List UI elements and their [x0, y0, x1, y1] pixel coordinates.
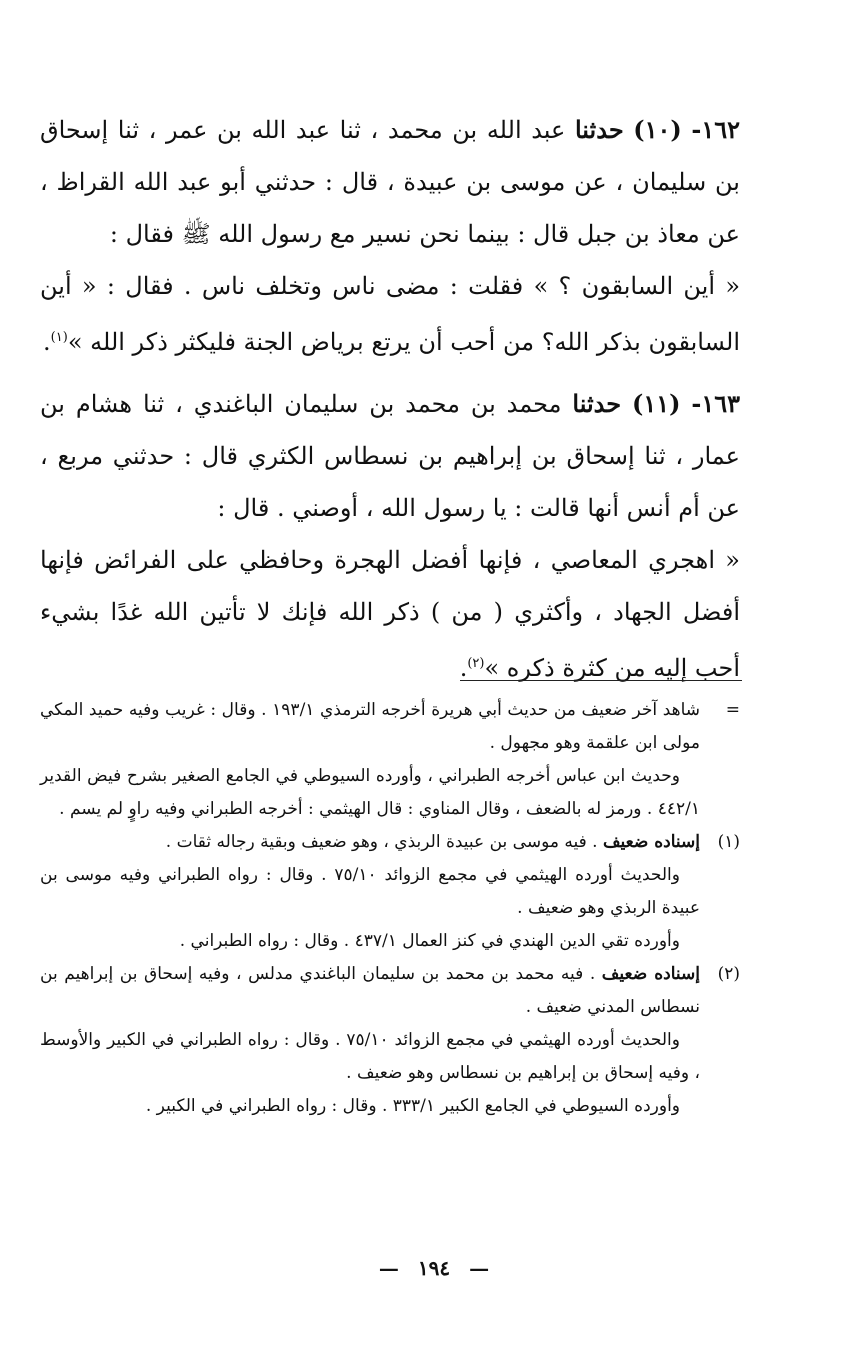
hadith-isnad: عبد الله بن محمد ، ثنا عبد الله بن عمر ، ثنا إسحاق بن سليمان ، عن موسى بن عبيدة ، قال : حدثني أبو عبد الله القراظ ، عن معاذ بن جبل قال : بينما نحن نسير مع رسول الله ﷺ فقال : — [40, 116, 740, 248]
hadith-isnad: محمد بن محمد بن سليمان الباغندي ، ثنا هشام بن عمار ، ثنا إسحاق بن إبراهيم بن نسطاس الكثري قال : حدثني مربع ، عن أم أنس أنها قالت : يا رسول الله ، أوصني . قال : — [40, 390, 740, 522]
hadith-number: ١٦٢- — [691, 115, 741, 144]
hadith-index: (١١) — [631, 389, 681, 418]
footnote-text: . فيه محمد بن محمد بن سليمان الباغندي مدلس ، وفيه إسحاق بن إبراهيم بن نسطاس المدني ضعيف . — [40, 964, 700, 1017]
footnote-line: وأورده السيوطي في الجامع الكبير ٣٣٣/١ . وقال : رواه الطبراني في الكبير . — [145, 1096, 680, 1116]
footnote-text: . فيه موسى بن عبيدة الربذي ، وهو ضعيف وبقية رجاله ثقات . — [165, 832, 598, 852]
hadith-lead: حدثنا — [572, 389, 622, 418]
hadith-number: ١٦٣- — [691, 389, 740, 418]
footnotes — [40, 694, 740, 1123]
footnote-first-line — [40, 958, 700, 1024]
footnote-line: وحديث ابن عباس أخرجه الطبراني ، وأورده السيوطي في الجامع الصغير بشرح فيض القدير ٤٤٢/١ . ورمز له بالضعف ، وقال المناوي : قال الهيثمي : أخرجه الطبراني وفيه راوٍ لم يسم . — [40, 766, 700, 819]
footnote-first-line — [40, 826, 700, 859]
footnote-ref: (٢) — [467, 656, 485, 671]
hadith-162 — [40, 104, 740, 368]
footnote-lead: إسناده ضعيف — [601, 964, 700, 984]
hadith-matn-wrap: « أين السابقون ؟ » فقلت : مضى ناس وتخلف ناس . فقال : « أين السابقون بذكر الله؟ من أحب أن يرتع برياض الجنة فليكثر ذكر الله »$^{(١)}$. — [40, 272, 740, 356]
footnote-1 — [40, 826, 740, 958]
footnote-continued — [40, 694, 740, 826]
footnote-line: والحديث أورده الهيثمي في مجمع الزوائد ٧٥/١٠ . وقال : رواه الطبراني وفيه موسى بن عبيدة الربذي وهو ضعيف . — [40, 865, 700, 918]
footnote-2 — [40, 958, 740, 1123]
page-footer — [0, 1256, 868, 1280]
hadith-index: (١٠) — [633, 115, 682, 144]
footnote-divider — [460, 680, 742, 681]
footnote-lead: إسناده ضعيف — [602, 832, 700, 852]
hadith-matn: « أين السابقون ؟ » فقلت : مضى ناس وتخلف ناس . فقال : « أين السابقون بذكر الله؟ من أحب أن يرتع برياض الجنة فليكثر ذكر الله » — [40, 272, 740, 356]
page-number: ١٩٤ — [417, 1256, 451, 1280]
page-dash-right: — — [378, 1256, 399, 1280]
footnote-ref: (١) — [50, 330, 68, 345]
footnote-line: والحديث أورده الهيثمي في مجمع الزوائد ٧٥/١٠ . وقال : رواه الطبراني في الكبير والأوسط ، وفيه إسحاق بن إبراهيم بن نسطاس وهو ضعيف . — [40, 1030, 700, 1083]
footnote-marker: = — [725, 700, 740, 720]
page-dash-left: — — [469, 1256, 490, 1280]
main-text — [40, 100, 740, 704]
hadith-matn-wrap: « اهجري المعاصي ، فإنها أفضل الهجرة وحافظي على الفرائض فإنها أفضل الجهاد ، وأكثري ( من ) ذكر الله فإنك لا تأتين الله غدًا بشيء أحب إليه من كثرة ذكره »$^{(٢)}$. — [40, 546, 740, 682]
hadith-163 — [40, 378, 740, 694]
hadith-lead: حدثنا — [574, 115, 624, 144]
footnote-line: شاهد آخر ضعيف من حديث أبي هريرة أخرجه الترمذي ١٩٣/١ . وقال : غريب وفيه حميد المكي مولى ابن علقمة وهو مجهول . — [40, 700, 701, 753]
footnote-marker: (٢) — [717, 964, 740, 984]
footnote-line: وأورده تقي الدين الهندي في كنز العمال ٤٣٧/١ . وقال : رواه الطبراني . — [179, 931, 680, 951]
hadith-matn: « اهجري المعاصي ، فإنها أفضل الهجرة وحافظي على الفرائض فإنها أفضل الجهاد ، وأكثري ( من ) ذكر الله فإنك لا تأتين الله غدًا بشيء أحب إليه من كثرة ذكره » — [40, 546, 740, 682]
footnote-marker: (١) — [717, 832, 740, 852]
